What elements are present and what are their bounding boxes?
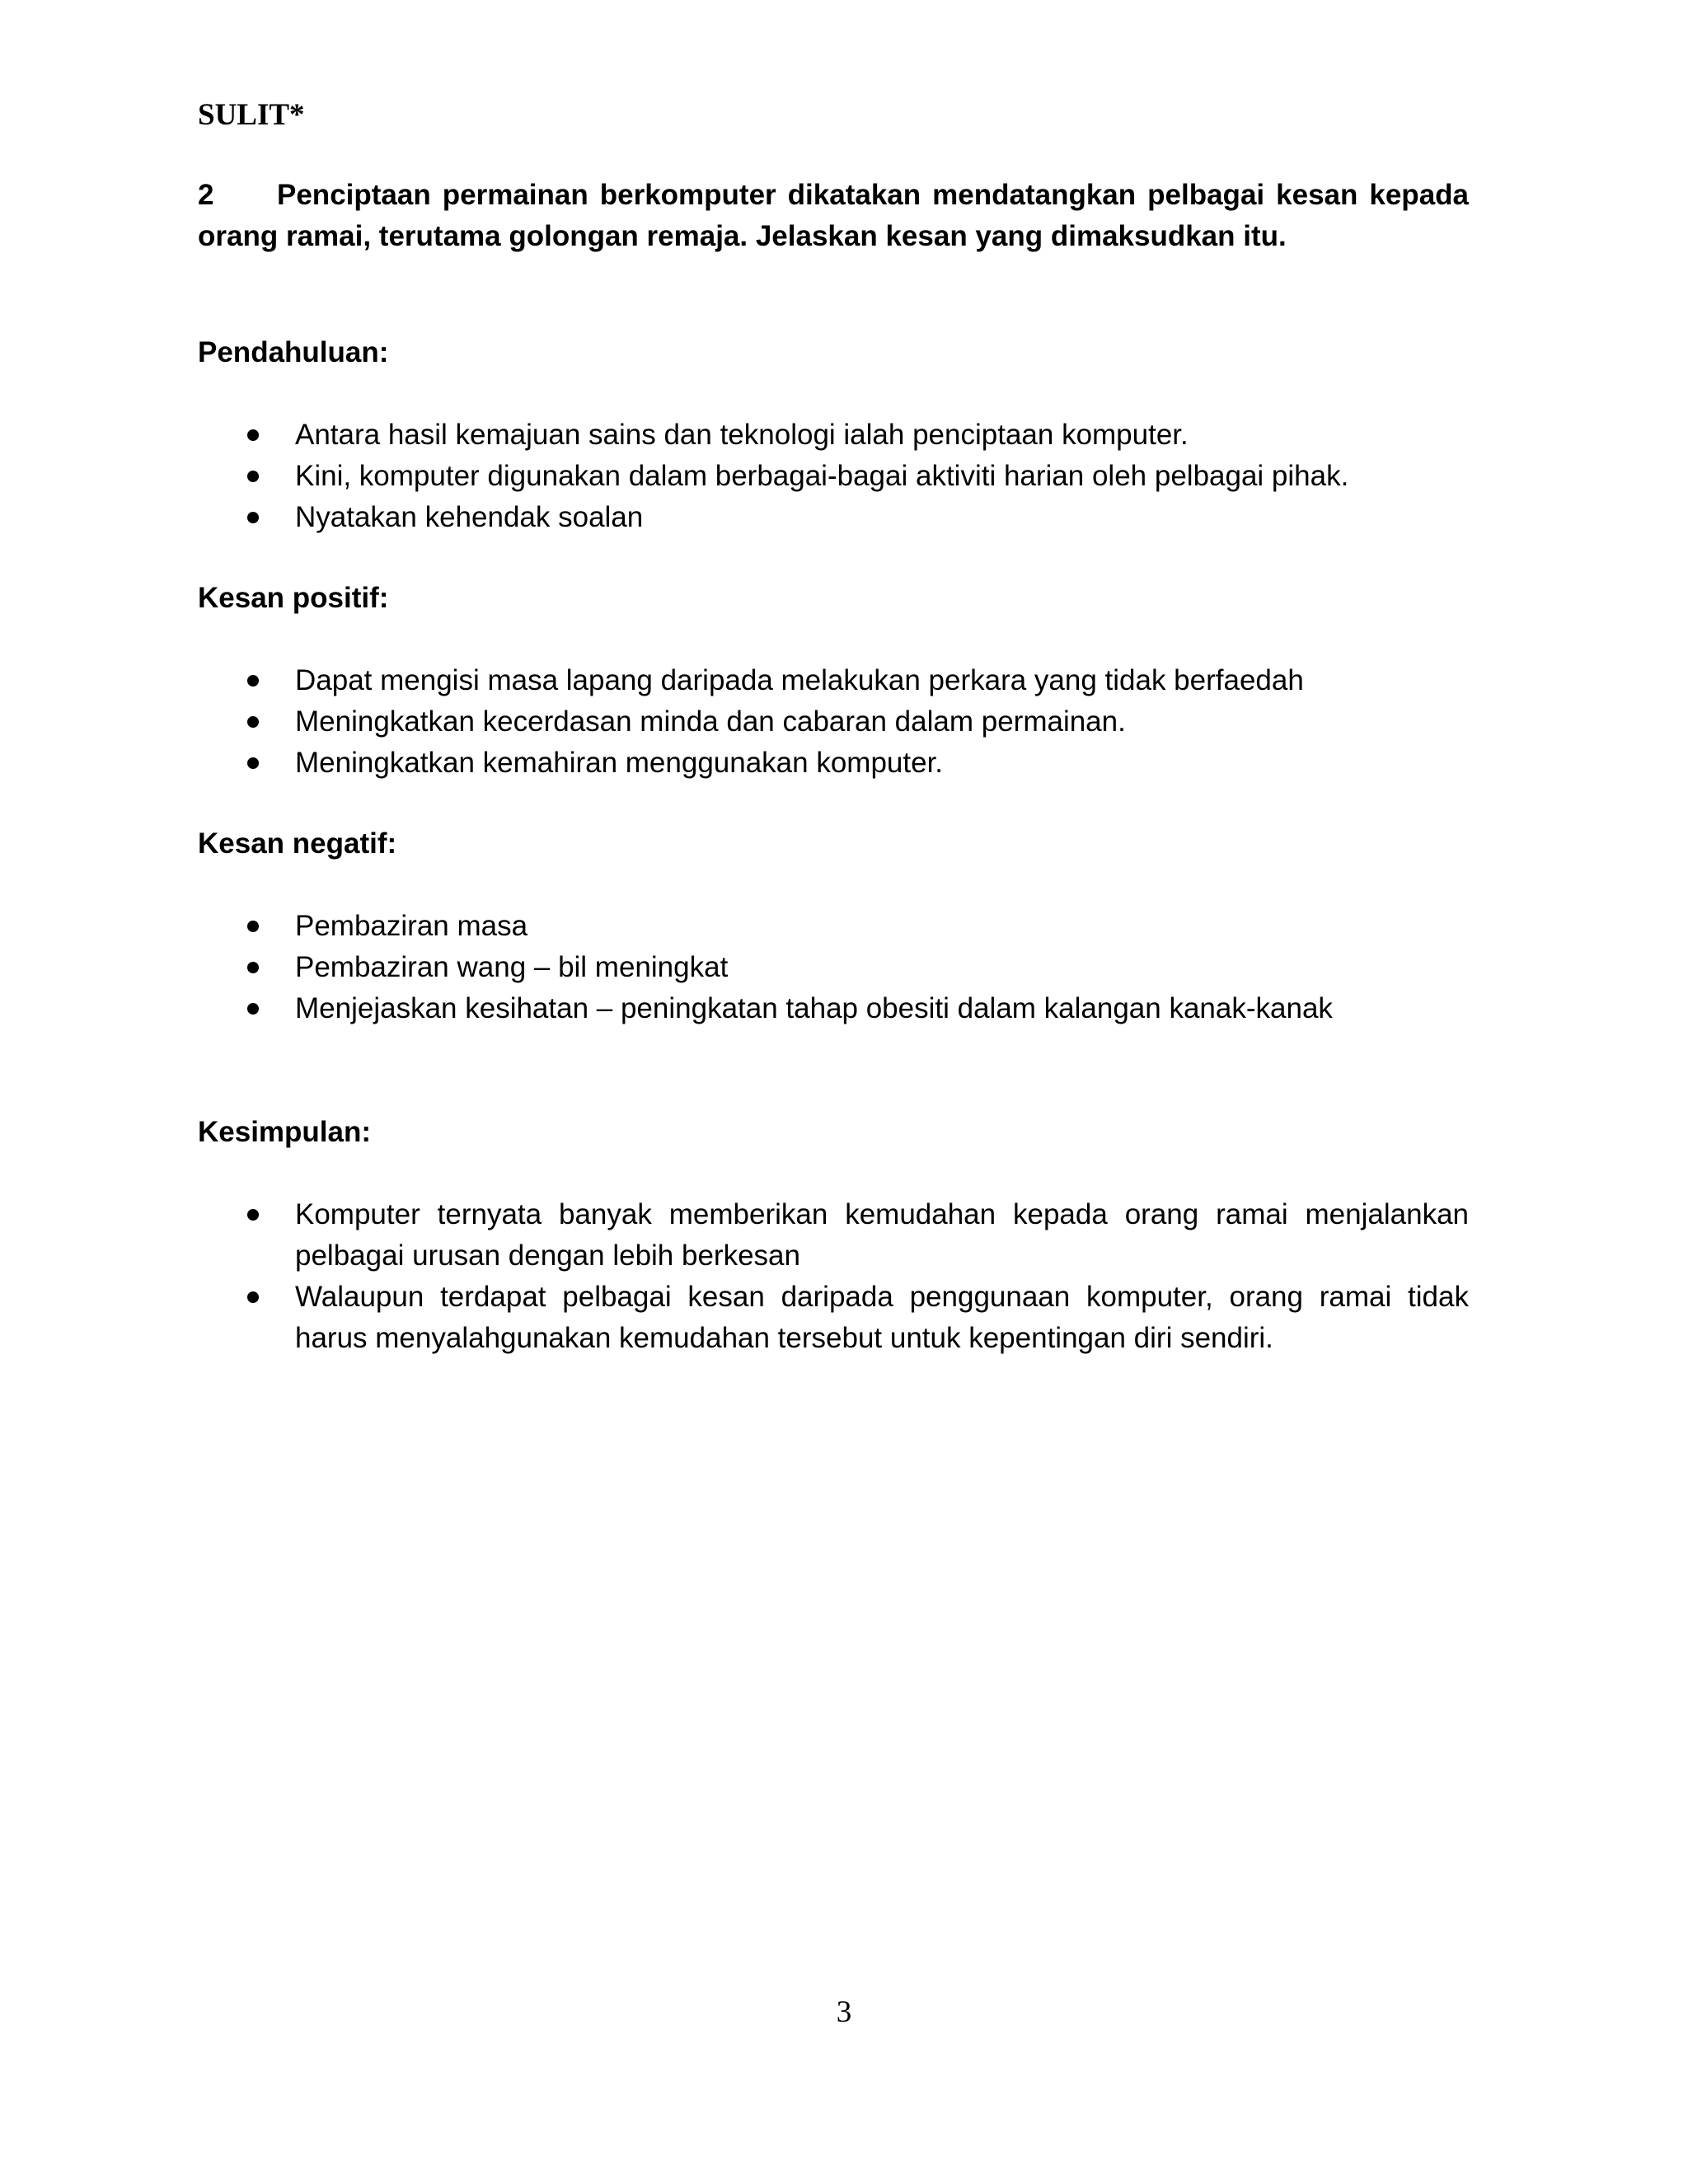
section-heading-kesan-positif: Kesan positif: xyxy=(198,582,389,614)
question-block xyxy=(198,175,1469,257)
list-item xyxy=(198,947,1469,988)
section-heading-pendahuluan: Pendahuluan: xyxy=(198,336,389,368)
bullet-icon xyxy=(247,675,259,687)
list-item xyxy=(198,701,1469,743)
list-item-text: Pembaziran masa xyxy=(295,910,528,942)
list-item xyxy=(198,497,1469,538)
list-item-text: Meningkatkan kecerdasan minda dan cabaran dalam permainan. xyxy=(295,705,1126,738)
list-item xyxy=(198,456,1469,497)
list-item-text: Komputer ternyata banyak memberikan kemudahan kepada orang ramai menjalankan pelbagai urusan dengan lebih berkesan xyxy=(295,1198,1469,1272)
page-number: 3 xyxy=(836,1995,852,2029)
confidential-mark: SULIT* xyxy=(198,98,305,132)
question-number: 2 xyxy=(198,179,214,211)
bullet-icon xyxy=(247,1291,259,1303)
list-item-text: Nyatakan kehendak soalan xyxy=(295,501,644,533)
list-item xyxy=(198,415,1469,456)
list-item xyxy=(198,1194,1469,1277)
list-item-text: Pembaziran wang – bil meningkat xyxy=(295,951,729,983)
bullet-list-pendahuluan xyxy=(198,415,1469,538)
bullet-icon xyxy=(247,1209,259,1221)
section-heading-kesimpulan: Kesimpulan: xyxy=(198,1116,372,1148)
list-item xyxy=(198,660,1469,701)
bullet-icon xyxy=(247,757,259,769)
list-item-text: Antara hasil kemajuan sains dan teknologi ialah penciptaan komputer. xyxy=(295,419,1189,451)
list-item-text: Meningkatkan kemahiran menggunakan komputer. xyxy=(295,747,944,779)
bullet-icon xyxy=(247,471,259,482)
list-item xyxy=(198,988,1469,1029)
question-text: Penciptaan permainan berkomputer dikatakan mendatangkan pelbagai kesan kepada orang ramai, terutama golongan remaja. Jelaskan kesan yang dimaksudkan itu. xyxy=(198,179,1469,252)
bullet-icon xyxy=(247,1003,259,1015)
list-item-text: Kini, komputer digunakan dalam berbagai-bagai aktiviti harian oleh pelbagai pihak. xyxy=(295,460,1349,492)
bullet-icon xyxy=(247,962,259,973)
bullet-icon xyxy=(247,921,259,932)
bullet-list-kesan-positif xyxy=(198,660,1469,784)
list-item-text: Dapat mengisi masa lapang daripada melakukan perkara yang tidak berfaedah xyxy=(295,664,1304,696)
list-item-text: Menjejaskan kesihatan – peningkatan tahap obesiti dalam kalangan kanak-kanak xyxy=(295,992,1333,1024)
bullet-icon xyxy=(247,716,259,728)
bullet-list-kesan-negatif xyxy=(198,906,1469,1029)
list-item-text: Walaupun terdapat pelbagai kesan daripada penggunaan komputer, orang ramai tidak harus menyalahgunakan kemudahan tersebut untuk kepentingan diri sendiri. xyxy=(295,1281,1469,1354)
list-item xyxy=(198,743,1469,784)
bullet-list-kesimpulan xyxy=(198,1194,1469,1359)
list-item xyxy=(198,906,1469,947)
section-heading-kesan-negatif: Kesan negatif: xyxy=(198,827,397,860)
bullet-icon xyxy=(247,429,259,441)
bullet-icon xyxy=(247,512,259,523)
list-item xyxy=(198,1277,1469,1359)
